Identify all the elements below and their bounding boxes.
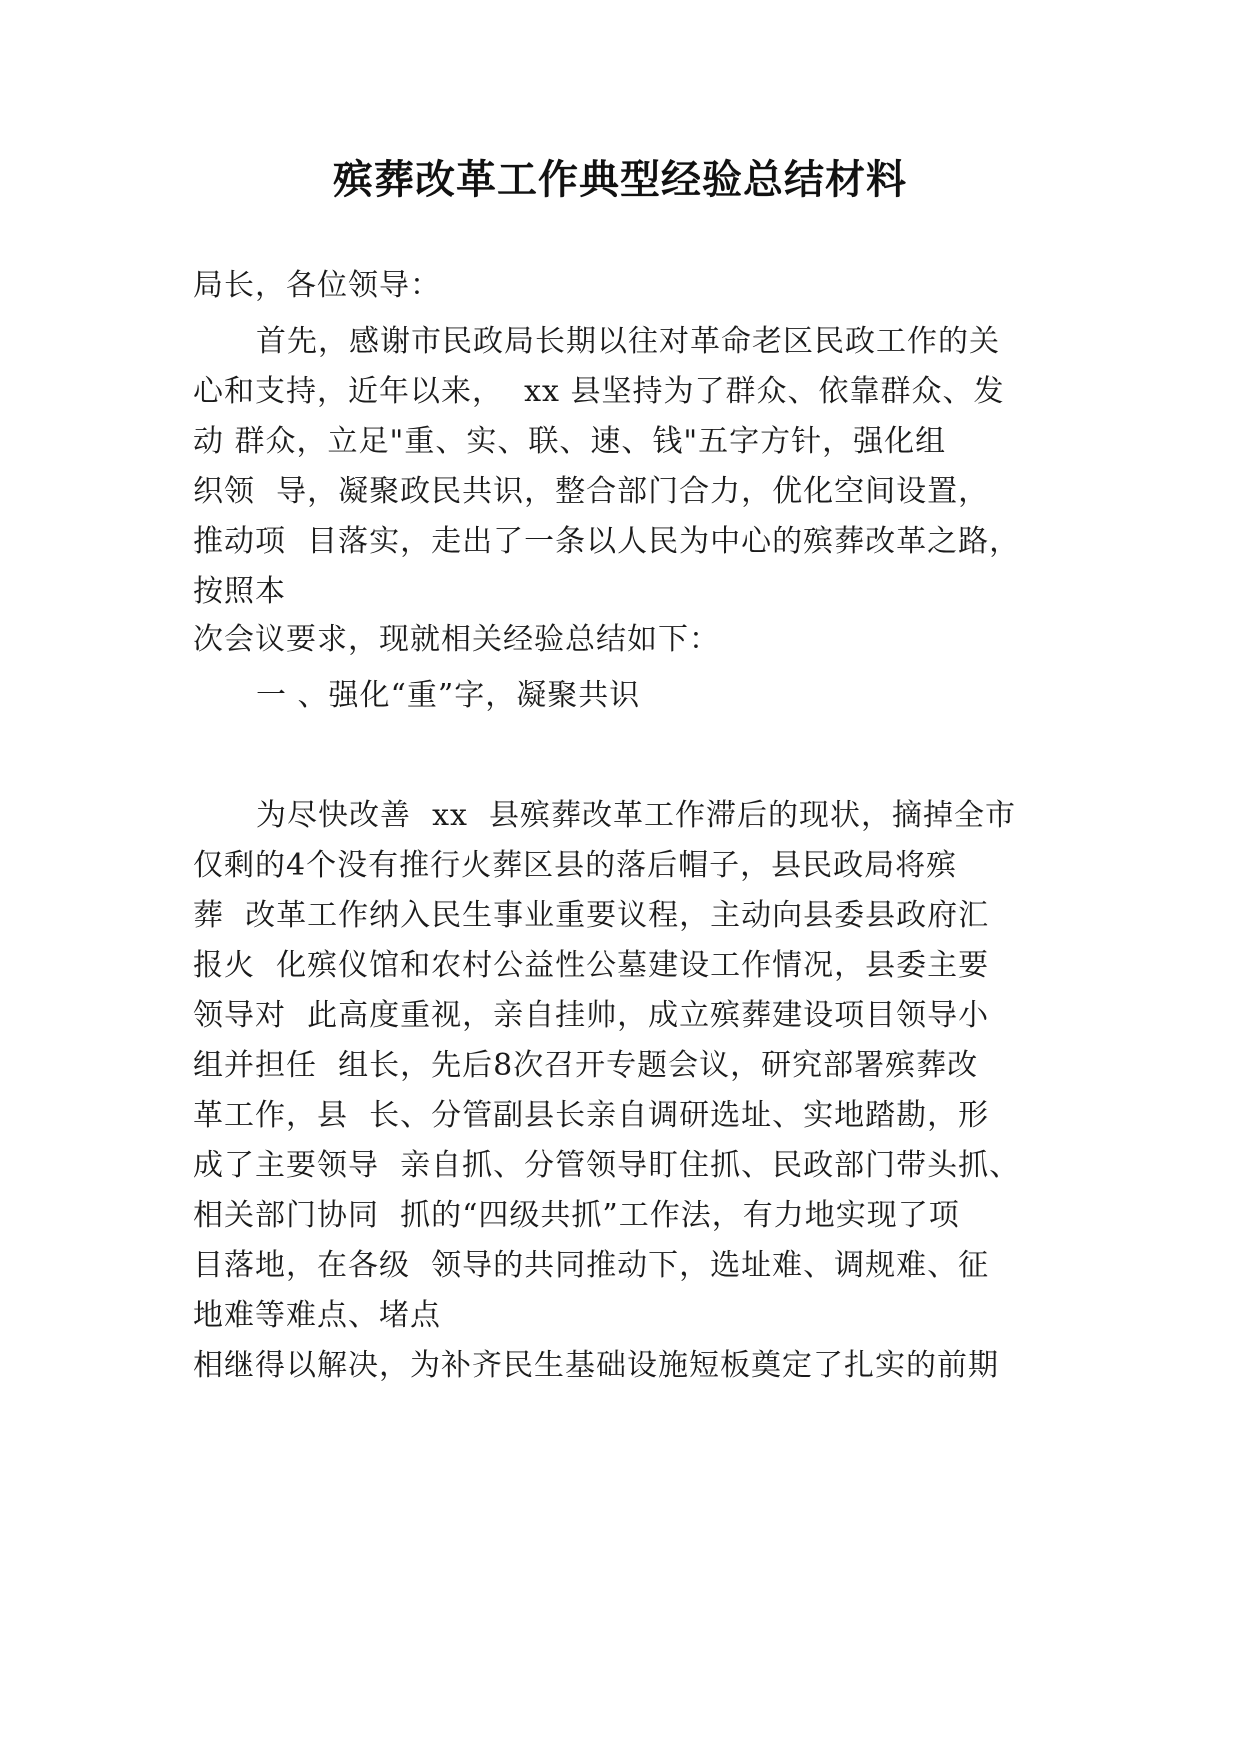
salutation-line: 局长，各位领导： xyxy=(193,268,441,303)
paragraph-line: 心和支持，近年以来， xx 县坚持为了群众、依靠群众、发 xyxy=(193,374,1005,409)
paragraph-line: 次会议要求，现就相关经验总结如下： xyxy=(193,622,720,657)
paragraph-line: 革工作，县 长、分管副县长亲自调研选址、实地踏勘，形 xyxy=(193,1098,990,1133)
paragraph-line: 首先，感谢市民政局长期以往对革命老区民政工作的关 xyxy=(256,324,1000,359)
paragraph-line: 组并担任 组长，先后8次召开专题会议，研究部署殡葬改 xyxy=(193,1048,979,1083)
paragraph-line: 为尽快改善 xx 县殡葬改革工作滞后的现状，摘掉全市 xyxy=(256,798,1016,833)
paragraph-line: 仅剩的4个没有推行火葬区县的落后帽子，县民政局将殡 xyxy=(193,848,958,883)
paragraph-line: 目落地，在各级 领导的共同推动下，选址难、调规难、征 xyxy=(193,1248,990,1283)
paragraph-line: 成了主要领导 亲自抓、分管领导盯住抓、民政部门带头抓、 xyxy=(193,1148,1021,1183)
paragraph-line: 地难等难点、堵点 xyxy=(193,1298,441,1333)
paragraph-line: 葬 改革工作纳入民生事业重要议程，主动向县委县政府汇 xyxy=(193,898,990,933)
section-heading: 一 、强化“重”字，凝聚共识 xyxy=(256,678,641,713)
paragraph-line: 动 群众，立足"重、实、联、速、钱"五字方针，强化组 xyxy=(193,424,947,459)
paragraph-line: 按照本 xyxy=(193,574,286,609)
paragraph-line: 报火 化殡仪馆和农村公益性公墓建设工作情况，县委主要 xyxy=(193,948,990,983)
paragraph-line: 织领 导，凝聚政民共识，整合部门合力，优化空间设置， xyxy=(193,474,990,509)
paragraph-line: 推动项 目落实，走出了一条以人民为中心的殡葬改革之路， xyxy=(193,524,1021,559)
paragraph-line: 领导对 此高度重视，亲自挂帅，成立殡葬建设项目领导小 xyxy=(193,998,990,1033)
document-title: 殡葬改革工作典型经验总结材料 xyxy=(333,157,907,203)
paragraph-line: 相继得以解决，为补齐民生基础设施短板奠定了扎实的前期 xyxy=(193,1348,999,1383)
paragraph-line: 相关部门协同 抓的“四级共抓”工作法，有力地实现了项 xyxy=(193,1198,960,1233)
